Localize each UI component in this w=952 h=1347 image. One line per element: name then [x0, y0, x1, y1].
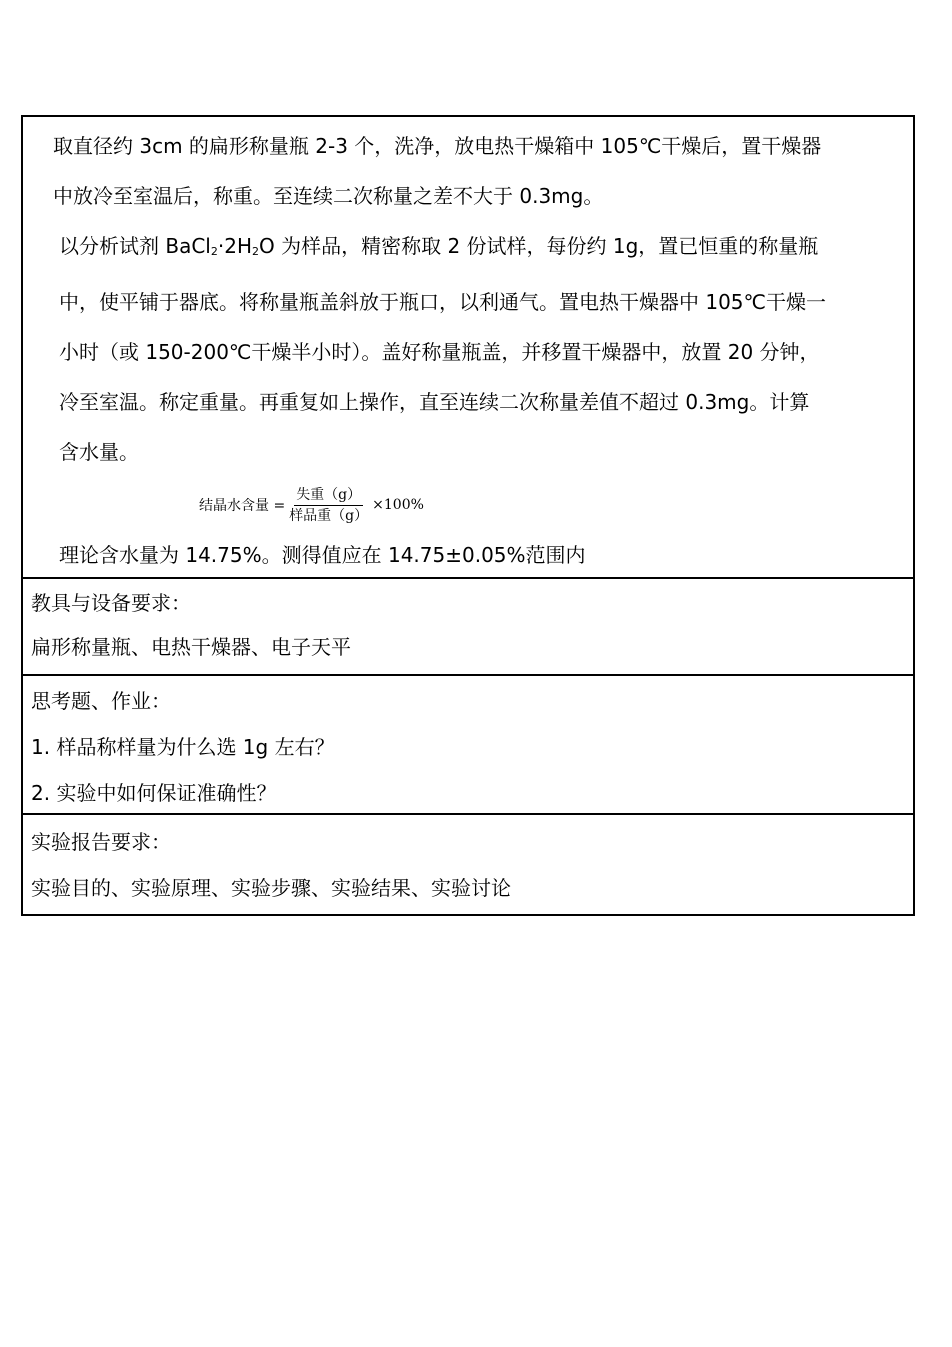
procedure-paragraph-1-line-1: 取直径约 3cm 的扁形称量瓶 2-3 个，洗净，放电热干燥箱中 105℃干燥后，置干燥器 — [53, 134, 822, 158]
report-section — [23, 813, 913, 914]
equipment-heading: 教具与设备要求： — [31, 591, 191, 615]
equipment-items: 扁形称量瓶、电热干燥器、电子天平 — [31, 635, 351, 659]
report-heading: 实验报告要求： — [31, 830, 171, 854]
questions-heading: 思考题、作业： — [31, 689, 171, 713]
formula-lhs: 结晶水含量 = — [199, 498, 286, 514]
procedure-paragraph-2-line-5: 含水量。 — [59, 440, 139, 464]
procedure-paragraph-2-line-3: 小时（或 150-200℃干燥半小时）。盖好称量瓶盖，并移置干燥器中，放置 20 分钟， — [59, 340, 820, 364]
procedure-paragraph-1-line-2: 中放冷至室温后，称重。至连续二次称量之差不大于 0.3mg。 — [53, 184, 604, 208]
formula-denominator: 样品重（g） — [289, 507, 369, 524]
water-content-formula — [199, 477, 907, 533]
question-2: 2. 实验中如何保证准确性？ — [31, 781, 277, 805]
procedure-paragraph-3: 理论含水量为 14.75%。测得值应在 14.75±0.05%范围内 — [59, 543, 586, 567]
procedure-paragraph-2-line-1: 以分析试剂 $BaCl_2\cdot 2H_2O$ 为样品，精密称取 2 份试样，每份约 1g，置已恒重的称量瓶 — [59, 234, 819, 258]
questions-section — [23, 674, 913, 813]
procedure-section — [23, 117, 913, 577]
question-1: 1. 样品称样量为什么选 1g 左右？ — [31, 735, 335, 759]
report-items: 实验目的、实验原理、实验步骤、实验结果、实验讨论 — [31, 876, 511, 900]
procedure-paragraph-2-line-4: 冷至室温。称定重量。再重复如上操作，直至连续二次称量差值不超过 0.3mg。计算 — [59, 390, 810, 414]
formula-numerator: 失重（g） — [294, 486, 363, 506]
experiment-table — [21, 115, 915, 916]
procedure-paragraph-2-line-2: 中，使平铺于器底。将称量瓶盖斜放于瓶口，以利通气。置电热干燥器中 105℃干燥一 — [59, 290, 826, 314]
formula-tail: ×100% — [372, 497, 424, 513]
formula-fraction — [287, 486, 370, 525]
equipment-section — [23, 577, 913, 674]
